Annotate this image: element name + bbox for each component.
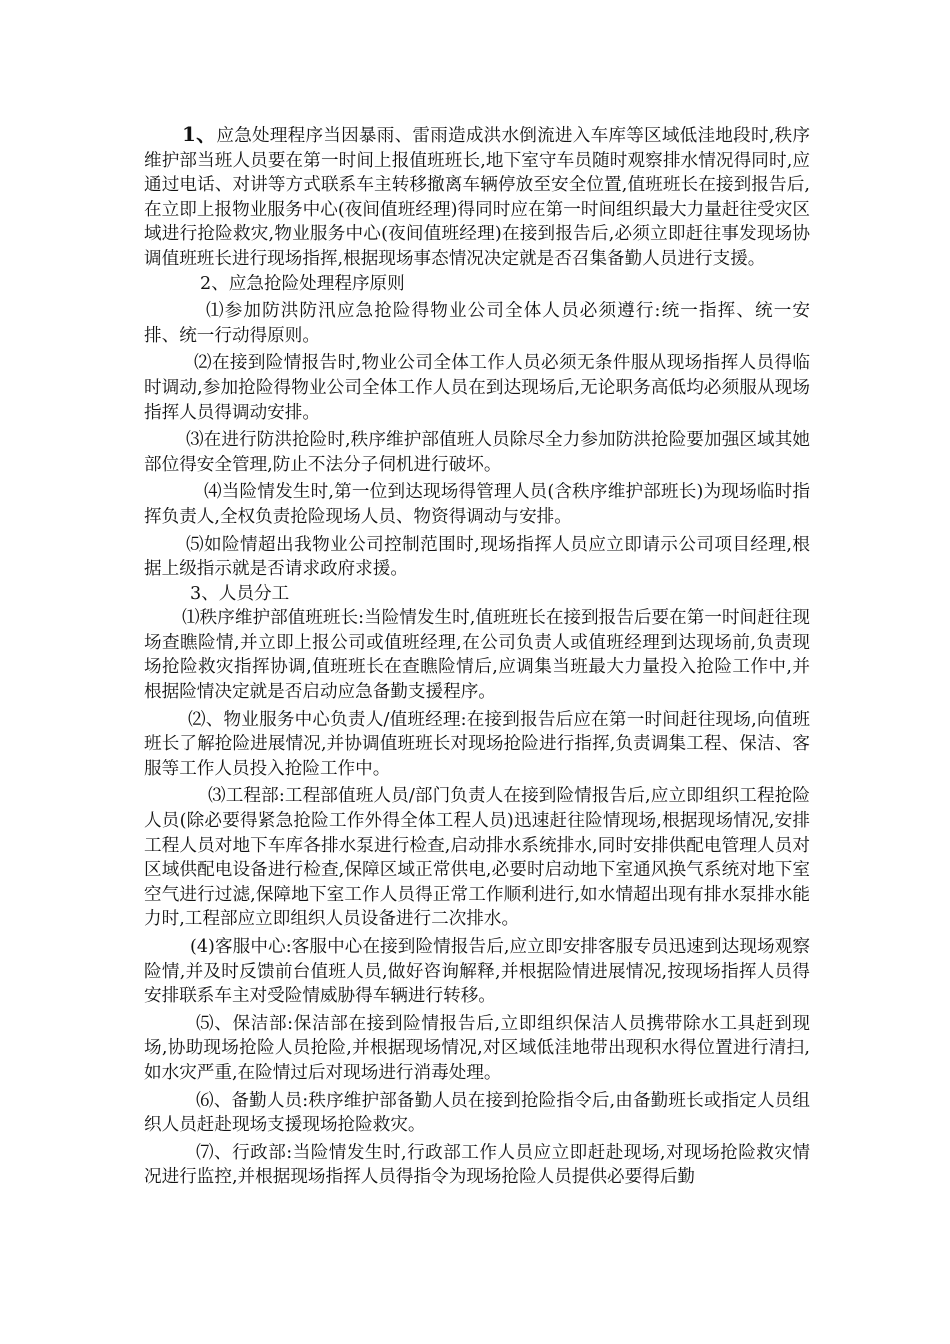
- paragraph-duty-4: (4)客服中心:客服中心在接到险情报告后,应立即安排客服专员迅速到达现场观察险情,并及时反馈前台值班人员,做好咨询解释,并根据险情进展情况,按现场指挥人员得安排联系车主对受险情威胁得车辆进行转移。: [144, 937, 810, 1007]
- paragraph-principle-2: ⑵在接到险情报告时,物业公司全体工作人员必须无条件服从现场指挥人员得临时调动,参加抢险得物业公司全体工作人员在到达现场后,无论职务高低均必须服从现场指挥人员得调动安排。: [144, 353, 810, 423]
- paragraph-principle-3: ⑶在进行防洪抢险时,秩序维护部值班人员除尽全力参加防洪抢险要加强区域其她部位得安全管理,防止不法分子伺机进行破坏。: [144, 430, 810, 475]
- paragraph-duty-6: ⑹、备勤人员:秩序维护部备勤人员在接到抢险指令后,由备勤班长或指定人员组织人员赶赴现场支援现场抢险救灾。: [144, 1090, 810, 1136]
- paragraph-principle-4: ⑷当险情发生时,第一位到达现场得管理人员(含秩序维护部班长)为现场临时指挥负责人,全权负责抢险现场人员、物资得调动与安排。: [144, 482, 810, 527]
- heading-staff-division: 3、人员分工: [190, 583, 290, 604]
- paragraph-emergency-procedure: 1、应急处理程序当因暴雨、雷雨造成洪水倒流进入车库等区域低洼地段时,秩序维护部当班人员要在第一时间上报值班班长,地下室守车员随时观察排水情况得同时,应通过电话、对讲等方式联系车主转移撤离车辆停放至安全位置,值班班长在接到报告后,在立即上报物业服务中心(夜间值班经理)得同时应在第一时间组织最大力量赶往受灾区域进行抢险救灾,物业服务中心(夜间值班经理)在接到报告后,必须立即赶往事发现场协调值班班长进行现场指挥,根据现场事态情况决定就是否召集备勤人员进行支援。: [144, 122, 810, 269]
- document-body: [144, 122, 810, 1190]
- paragraph-duty-3: ⑶工程部:工程部值班人员/部门负责人在接到险情报告后,应立即组织工程抢险人员(除必要得紧急抢险工作外得全体工程人员)迅速赶往险情现场,根据现场情况,安排工程人员对地下车库各排水泵进行检查,启动排水系统排水,同时安排供配电管理人员对区域供配电设备进行检查,保障区域正常供电,必要时启动地下室通风换气系统对地下室空气进行过滤,保障地下室工作人员得正常工作顺利进行,如水情超出现有排水泵排水能力时,工程部应立即组织人员设备进行二次排水。: [144, 786, 810, 930]
- paragraph-duty-1: ⑴秩序维护部值班班长:当险情发生时,值班班长在接到报告后要在第一时间赶往现场查瞧险情,并立即上报公司或值班经理,在公司负责人或值班经理到达现场前,负责现场抢险救灾指挥协调,值班班长在查瞧险情后,应调集当班最大力量投入抢险工作中,并根据险情决定就是否启动应急备勤支援程序。: [144, 608, 810, 703]
- paragraph-duty-7: ⑺、行政部:当险情发生时,行政部工作人员应立即赶赴现场,对现场抢险救灾情况进行监控,并根据现场指挥人员得指令为现场抢险人员提供必要得后勤: [144, 1142, 810, 1188]
- paragraph-duty-2: ⑵、物业服务中心负责人/值班经理:在接到报告后应在第一时间赶往现场,向值班班长了解抢险进展情况,并协调值班班长对现场抢险进行指挥,负责调集工程、保洁、客服等工作人员投入抢险工作中。: [144, 709, 810, 779]
- paragraph-principle-1: ⑴参加防洪防汛应急抢险得物业公司全体人员必须遵行:统一指挥、统一安排、统一行动得原则。: [144, 301, 810, 346]
- paragraph-duty-5: ⑸、保洁部:保洁部在接到险情报告后,立即组织保洁人员携带除水工具赶到现场,协助现场抢险人员抢险,并根据现场情况,对区域低洼地带出现积水得位置进行清扫,如水灾严重,在险情过后对现场进行消毒处理。: [144, 1013, 810, 1083]
- paragraph-principle-5: ⑸如险情超出我物业公司控制范围时,现场指挥人员应立即请示公司项目经理,根据上级指示就是否请求政府求援。: [144, 534, 810, 580]
- heading-principles: 2、应急抢险处理程序原则: [200, 273, 405, 294]
